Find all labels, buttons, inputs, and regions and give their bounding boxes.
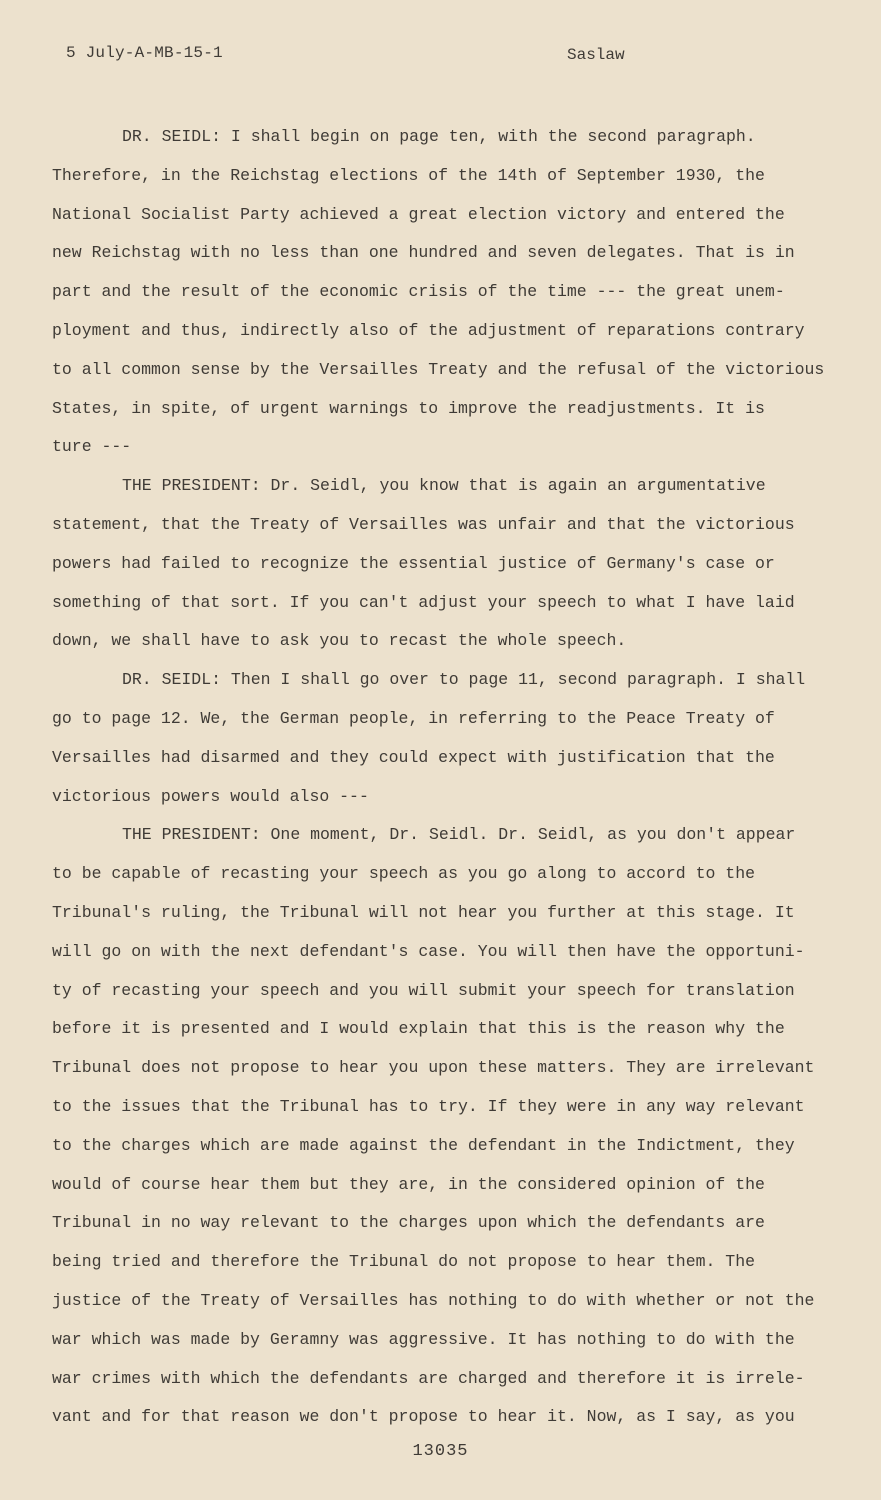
transcript-line: National Socialist Party achieved a great election victory and entered the [52, 204, 785, 224]
transcript-line: powers had failed to recognize the essential justice of Germany's case or [52, 553, 775, 573]
transcript-line: Tribunal in no way relevant to the charges upon which the defendants are [52, 1213, 765, 1233]
transcript-line: DR. SEIDL: I shall begin on page ten, with the second paragraph. [122, 127, 756, 146]
transcript-line: new Reichstag with no less than one hundred and seven delegates. That is in [52, 243, 795, 263]
transcript-line: ployment and thus, indirectly also of the adjustment of reparations contrary [52, 320, 805, 340]
transcript-line: States, in spite, of urgent warnings to improve the readjustments. It is [52, 398, 765, 418]
transcript-line: war which was made by Geramny was aggressive. It has nothing to do with the [52, 1329, 795, 1349]
transcript-line: victorious powers would also --- [52, 786, 369, 806]
transcript-line: DR. SEIDL: Then I shall go over to page 11, second paragraph. I shall [122, 670, 806, 690]
reporter-name: Saslaw [567, 46, 625, 64]
transcript-line: ty of recasting your speech and you will submit your speech for translation [52, 980, 795, 1000]
transcript-line: being tried and therefore the Tribunal do not propose to hear them. The [52, 1252, 756, 1272]
transcript-line: to be capable of recasting your speech as you go along to accord to the [52, 864, 756, 884]
transcript-body [52, 118, 825, 1437]
transcript-line: vant and for that reason we don't propose to hear it. Now, as I say, as you [52, 1407, 795, 1427]
transcript-line: war crimes with which the defendants are charged and therefore it is irrele- [52, 1368, 805, 1388]
transcript-line: part and the result of the economic crisis of the time --- the great unem- [52, 282, 785, 302]
transcript-line: go to page 12. We, the German people, in referring to the Peace Treaty of [52, 708, 775, 728]
transcript-line: THE PRESIDENT: Dr. Seidl, you know that is again an argumentative [122, 476, 766, 496]
transcript-line: Versailles had disarmed and they could expect with justification that the [52, 747, 775, 767]
transcript-line: to the issues that the Tribunal has to try. If they were in any way relevant [52, 1096, 805, 1116]
transcript-line: statement, that the Treaty of Versailles was unfair and that the victorious [52, 514, 795, 534]
document-reference: 5 July-A-MB-15-1 [66, 44, 223, 62]
transcript-line: justice of the Treaty of Versailles has nothing to do with whether or not the [52, 1290, 815, 1310]
transcript-line: Therefore, in the Reichstag elections of the 14th of September 1930, the [52, 165, 765, 185]
transcript-line: before it is presented and I would explain that this is the reason why the [52, 1019, 785, 1039]
transcript-line: would of course hear them but they are, in the considered opinion of the [52, 1174, 765, 1194]
transcript-line: something of that sort. If you can't adjust your speech to what I have laid [52, 592, 795, 612]
transcript-line: will go on with the next defendant's case. You will then have the opportuni- [52, 941, 805, 961]
page-number: 13035 [412, 1442, 469, 1461]
transcript-line: to the charges which are made against the defendant in the Indictment, they [52, 1135, 795, 1155]
transcript-line: to all common sense by the Versailles Treaty and the refusal of the victorious [52, 359, 825, 379]
transcript-line: Tribunal does not propose to hear you upon these matters. They are irrelevant [52, 1058, 815, 1078]
transcript-line: THE PRESIDENT: One moment, Dr. Seidl. Dr. Seidl, as you don't appear [122, 825, 796, 845]
transcript-line: Tribunal's ruling, the Tribunal will not hear you further at this stage. It [52, 902, 795, 922]
transcript-line: ture --- [52, 437, 132, 457]
transcript-line: down, we shall have to ask you to recast the whole speech. [52, 631, 627, 651]
